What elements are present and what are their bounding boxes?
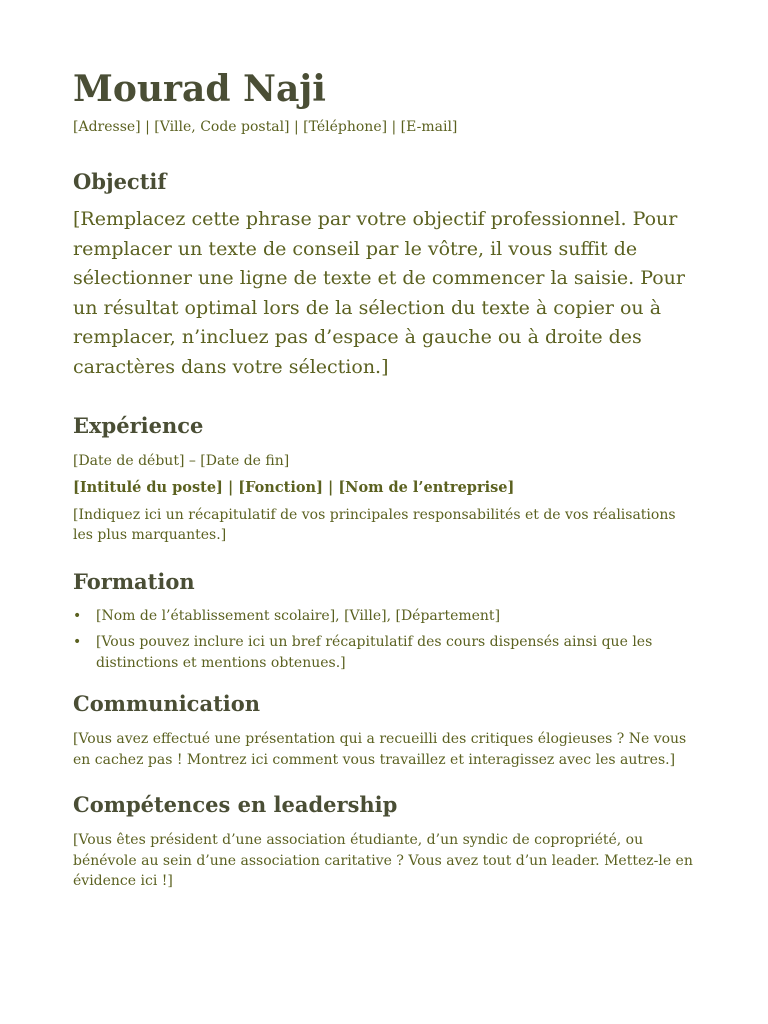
section-heading-objectif: Objectif (73, 169, 167, 194)
section-heading-formation: Formation (73, 568, 195, 594)
communication-text: [Vous avez effectué une présentation qui a recueilli des critiques élogieuses ? Ne vous en cachez pas ! Montrez ici comment vous travaillez et interagissez avec les autres.] (73, 731, 687, 768)
bullet-icon: • (73, 607, 82, 624)
formation-item-text: [Vous pouvez inclure ici un bref récapitulatif des cours dispensés ainsi que les distinctions et mentions obtenues.] (96, 634, 653, 671)
contact-info: [Adresse] | [Ville, Code postal] | [Téléphone] | [E-mail] (73, 119, 458, 135)
list-item (73, 632, 693, 673)
experience-description: [Indiquez ici un récapitulatif de vos principales responsabilités et de vos réalisations les plus marquantes.] (73, 506, 676, 543)
list-item (73, 606, 693, 627)
formation-item-text: [Nom de l’établissement scolaire], [Ville], [Département] (96, 607, 501, 624)
formation-list (73, 606, 693, 674)
section-heading-communication: Communication (73, 691, 261, 716)
objective-text: [Remplacez cette phrase par votre objectif professionnel. Pour remplacer un texte de conseil par le vôtre, il vous suffit de sélectionner une ligne de texte et de commencer la saisie. Pour un résultat optimal lors de la sélection du texte à copier ou à remplacer, n’incluez pas d’espace à gauche ou à droite des caractères dans votre sélection.] (73, 208, 685, 378)
candidate-name: Mourad Naji (73, 68, 326, 110)
leadership-text: [Vous êtes président d’une association étudiante, d’un syndic de copropriété, ou bénévole au sein d’une association caritative ? Vous avez tout d’un leader. Mettez-le en évidence ici !] (73, 832, 693, 889)
resume-page (73, 64, 693, 892)
experience-job-title: [Intitulé du poste] | [Fonction] | [Nom de l’entreprise] (73, 478, 515, 496)
section-heading-leadership: Compétences en leadership (73, 792, 398, 817)
experience-dates: [Date de début] – [Date de fin] (73, 453, 290, 469)
section-heading-experience: Expérience (73, 413, 204, 438)
bullet-icon: • (73, 634, 82, 650)
